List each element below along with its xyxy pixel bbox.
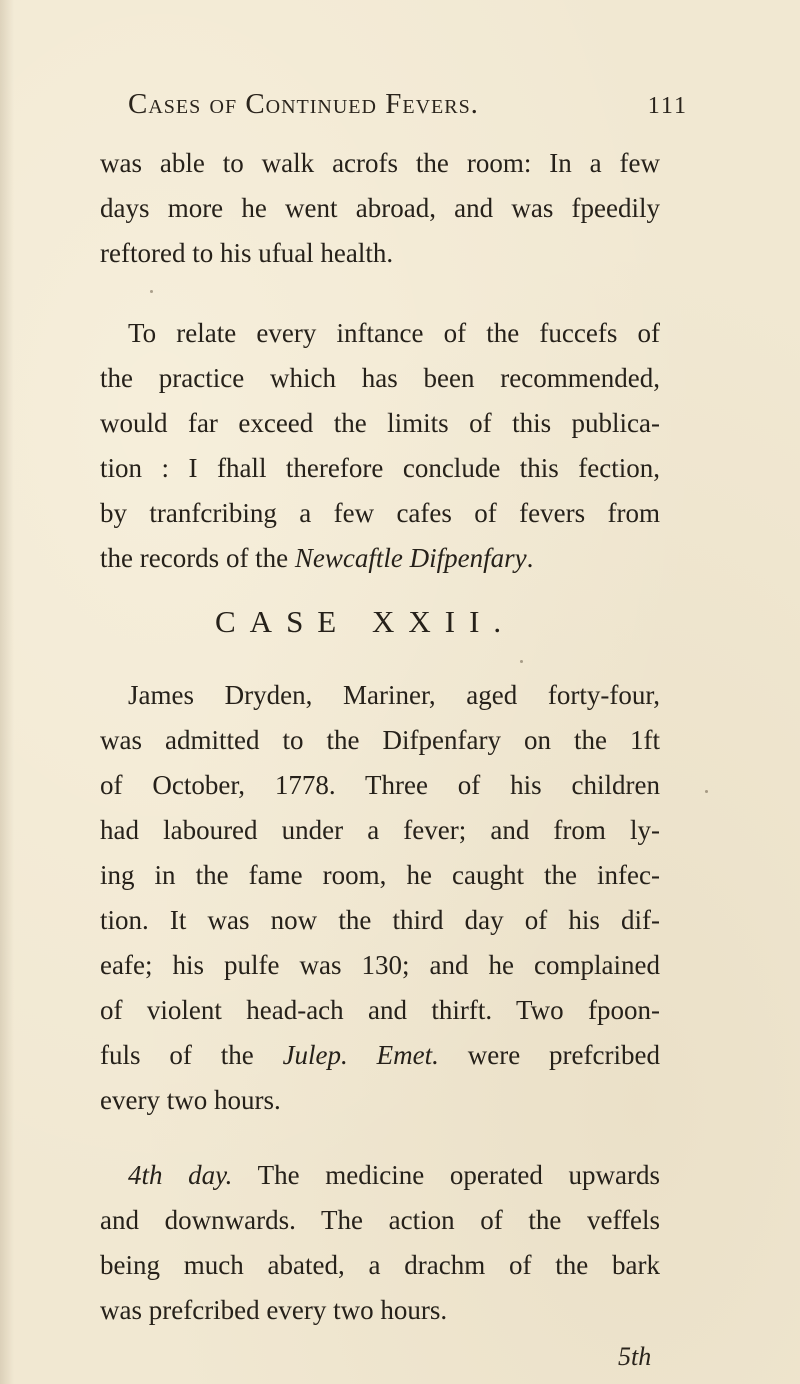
text-line: To relate every inftance of the fuccefs of — [128, 318, 660, 348]
text-line: days more he went abroad, and was fpeedily — [100, 193, 660, 223]
page-number: 111 — [647, 93, 688, 119]
case-heading: CASE XXII. — [215, 604, 516, 639]
text-line-with-italic — [100, 1040, 660, 1070]
text-line: ing in the fame room, he caught the infec- — [100, 860, 660, 890]
text-line: eafe; his pulfe was 130; and he complained — [100, 950, 660, 980]
day-entry-text: 4th day. The medicine operated upwards — [128, 1160, 660, 1190]
text-line-with-italic — [100, 543, 660, 573]
paper-speck — [520, 660, 523, 663]
text-line: being much abated, a drachm of the bark — [100, 1250, 660, 1280]
records-text: the records of the Newcaftle Difpenfary. — [100, 543, 534, 573]
text-line: was admitted to the Difpenfary on the 1ft — [100, 725, 660, 755]
text-line: was prefcribed every two hours. — [100, 1295, 448, 1325]
running-head: Cases of Continued Fevers. — [128, 88, 479, 120]
text-line: James Dryden, Mariner, aged forty-four, — [128, 680, 660, 710]
gutter-shadow — [0, 0, 14, 1384]
text-line: of violent head-ach and thirft. Two fpoon- — [100, 995, 660, 1025]
text-line: every two hours. — [100, 1085, 281, 1115]
italic-text: Julep. Emet. — [282, 1040, 439, 1070]
text-line: and downwards. The action of the veffels — [100, 1205, 660, 1235]
page-header — [128, 88, 688, 121]
text-line: reftored to his ufual health. — [100, 238, 394, 268]
prescription-text: fuls of the Julep. Emet. were prefcribed — [100, 1040, 660, 1070]
italic-text: 4th day. — [128, 1160, 233, 1190]
text-line: of October, 1778. Three of his children — [100, 770, 660, 800]
text-line: tion : I fhall therefore conclude this fection, — [100, 453, 660, 483]
italic-text: Newcaftle Difpenfary — [294, 543, 527, 573]
text-line: was able to walk acrofs the room: In a few — [100, 148, 660, 178]
text-line: would far exceed the limits of this publica- — [100, 408, 660, 438]
paper-speck — [150, 290, 153, 293]
catchword: 5th — [618, 1342, 652, 1371]
text-line: had laboured under a fever; and from ly- — [100, 815, 660, 845]
text-line: tion. It was now the third day of his dif- — [100, 905, 660, 935]
paper-speck — [705, 790, 708, 793]
text-line: by tranfcribing a few cafes of fevers from — [100, 498, 660, 528]
text-line: the practice which has been recommended, — [100, 363, 660, 393]
text-line-with-italic — [128, 1160, 660, 1190]
